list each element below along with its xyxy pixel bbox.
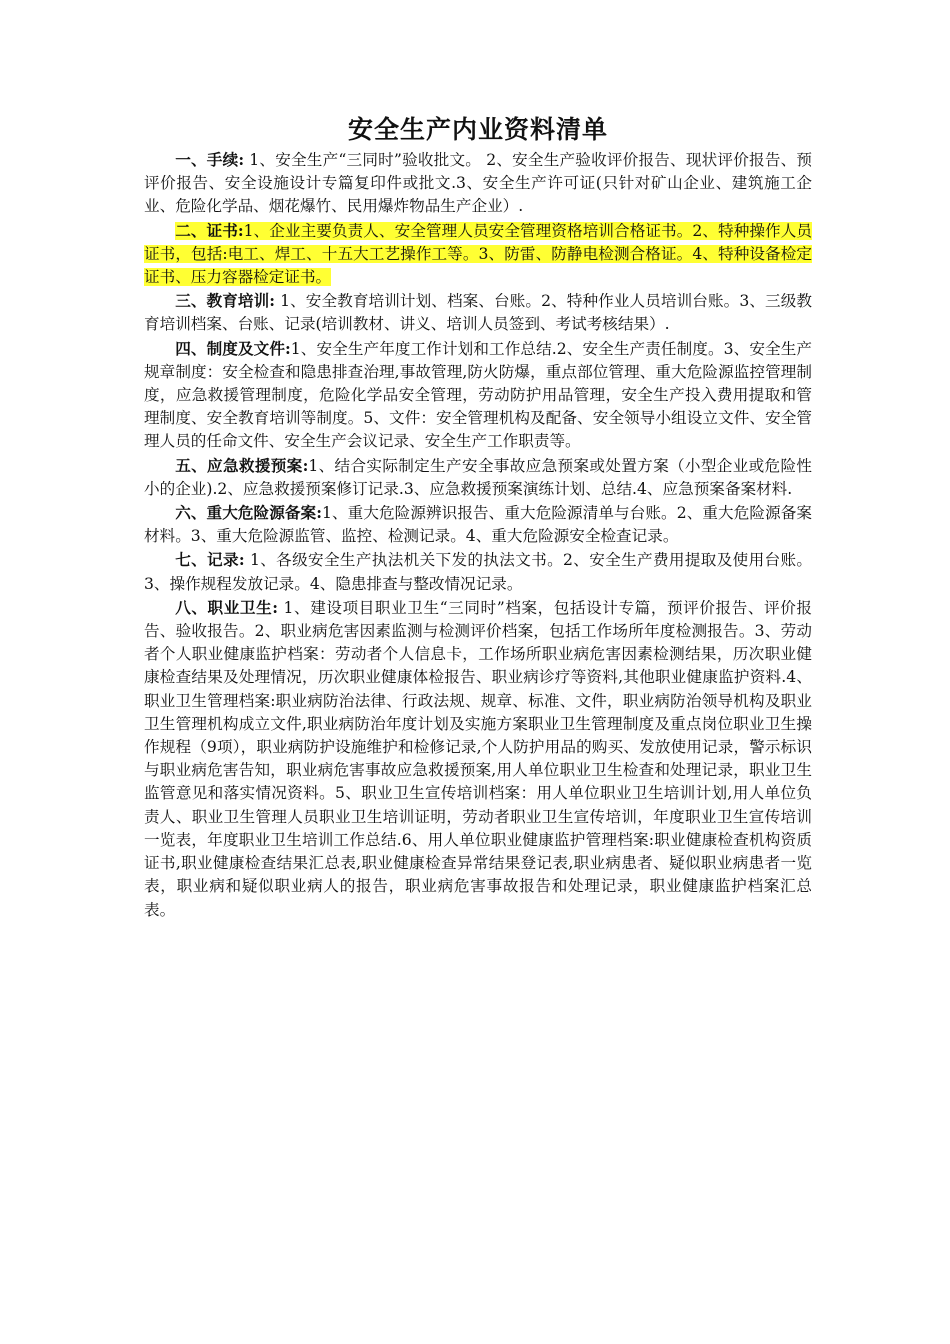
section-emergency-plan bbox=[144, 454, 812, 501]
section-heading: 四、制度及文件: bbox=[175, 338, 291, 358]
highlighted-text bbox=[144, 222, 812, 286]
section-heading: 六、重大危险源备案: bbox=[175, 503, 322, 523]
section-body: 1、安全生产年度工作计划和工作总结.2、安全生产责任制度。3、安全生产规章制度：安全检查和隐患排查治理,事故管理,防火防爆，重点部位管理、重大危险源监控管理制度，应急救援管理制度，危险化学品安全管理，劳动防护用品管理，安全生产投入费用提取和管理制度、安全教育培训等制度。5、文件：安全管理机构及配备、安全领导小组设立文件、安全管理人员的任命文件、安全生产会议记录、安全生产工作职责等。 bbox=[144, 339, 812, 451]
section-body: 1、各级安全生产执法机关下发的执法文书。2、安全生产费用提取及使用台账。3、操作规程发放记录。4、隐患排查与整改情况记录。 bbox=[144, 551, 812, 593]
section-body: 1、重大危险源辨识报告、重大危险源清单与台账。2、重大危险源备案材料。3、重大危险源监管、监控、检测记录。4、重大危险源安全检查记录。 bbox=[144, 504, 813, 546]
document-title: 安全生产内业资料清单 bbox=[347, 115, 608, 144]
section-heading: 三、教育培训: bbox=[175, 291, 276, 311]
section-records bbox=[144, 548, 812, 595]
section-procedures bbox=[144, 148, 812, 219]
section-body: 1、建设项目职业卫生“三同时”档案，包括设计专篇，预评价报告、评价报告、验收报告。2、职业病危害因素监测与检测评价档案，包括工作场所年度检测报告。3、劳动者个人职业健康监护档案：劳动者个人信息卡，工作场所职业病危害因素检测结果，历次职业健康检查结果及处理情况，历次职业健康体检报告、职业病诊疗等资料,其他职业健康监护资料.4、职业卫生管理档案:职业病防治法律、行政法规、规章、标准、文件，职业病防治领导机构及职业卫生管理机构成立文件,职业病防治年度计划及实施方案职业卫生管理制度及重点岗位职业卫生操作规程（9项），职业病防护设施维护和检修记录,个人防护用品的购买、发放使用记录，警示标识与职业病危害告知，职业病危害事故应急救援预案,用人单位职业卫生检查和处理记录，职业卫生监管意见和落实情况资料。5、职业卫生宣传培训档案：用人单位职业卫生培训计划,用人单位负责人、职业卫生管理人员职业卫生培训证明，劳动者职业卫生宣传培训，年度职业卫生宣传培训一览表，年度职业卫生培训工作总结.6、用人单位职业健康监护管理档案:职业健康检查机构资质证书,职业健康检查结果汇总表,职业健康检查异常结果登记表,职业病患者、疑似职业病患者一览表，职业病和疑似职业病人的报告，职业病危害事故报告和处理记录，职业健康监护档案汇总表。 bbox=[144, 598, 812, 919]
section-hazard-filing bbox=[144, 501, 812, 548]
section-training bbox=[144, 289, 812, 336]
section-body: 1、结合实际制定生产安全事故应急预案或处置方案（小型企业或危险性小的企业).2、应急救援预案修订记录.3、应急救援预案演练计划、总结.4、应急预案备案材料. bbox=[144, 456, 812, 498]
section-certificates bbox=[144, 219, 812, 290]
section-heading: 五、应急救援预案: bbox=[175, 455, 309, 475]
section-heading: 一、手续: bbox=[175, 150, 245, 169]
section-heading: 二、证书: bbox=[175, 220, 244, 240]
section-occupational-health bbox=[144, 596, 812, 922]
section-regulations bbox=[144, 337, 812, 454]
section-heading: 七、记录: bbox=[175, 550, 245, 570]
section-body: 1、企业主要负责人、安全管理人员安全管理资格培训合格证书。2、特种操作人员证书，包括:电工、焊工、十五大工艺操作工等。3、防雷、防静电检测合格证。4、特种设备检定证书、压力容器检定证书。 bbox=[144, 221, 812, 287]
section-heading: 八、职业卫生: bbox=[175, 597, 278, 617]
document-page bbox=[144, 112, 812, 922]
section-body: 1、安全生产“三同时”验收批文。 2、安全生产验收评价报告、现状评价报告、预评价报告、安全设施设计专篇复印件或批文.3、安全生产许可证(只针对矿山企业、建筑施工企业、危险化学品、烟花爆竹、民用爆炸物品生产企业）. bbox=[144, 151, 812, 216]
section-body: 1、安全教育培训计划、档案、台账。2、特种作业人员培训台账。3、三级教育培训档案、台账、记录(培训教材、讲义、培训人员签到、考试考核结果）. bbox=[144, 292, 812, 334]
